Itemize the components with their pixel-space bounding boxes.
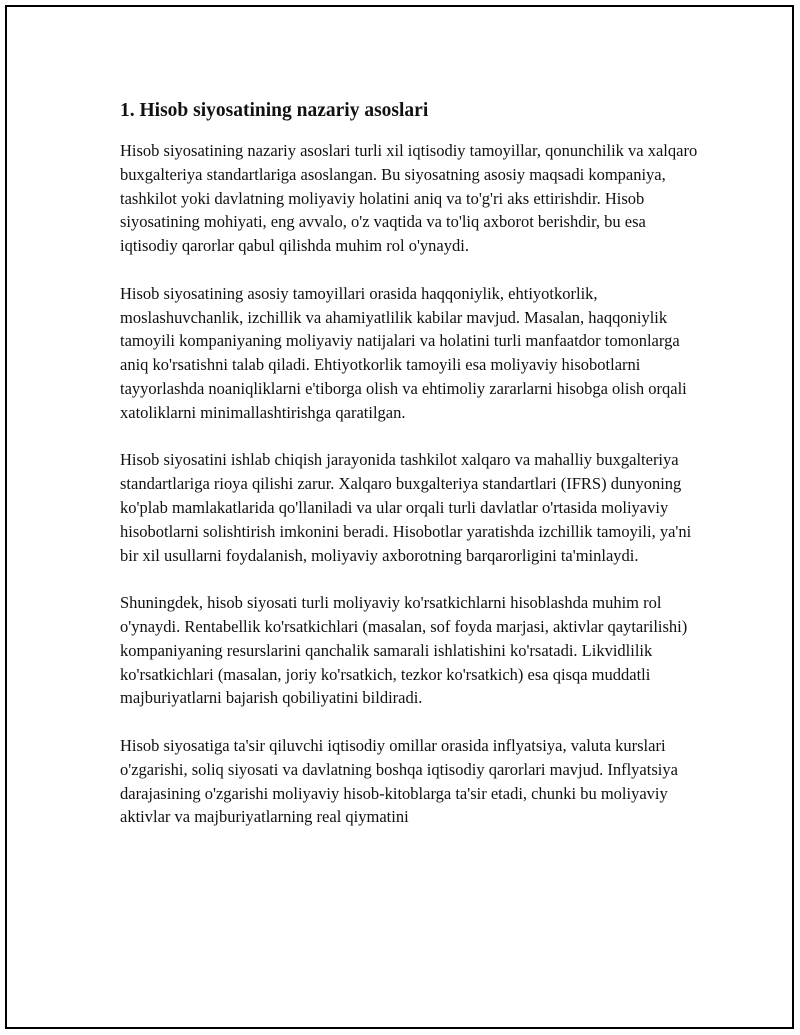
paragraph-5: Hisob siyosatiga ta'sir qiluvchi iqtisodiy omillar orasida inflyatsiya, valuta kurslari o'zgarishi, soliq siyosati va davlatning boshqa iqtisodiy qarorlari mavjud. Inflyatsiya darajasining o'zgarishi moliyaviy hisob-kitoblarga ta'sir etadi, chunki bu moliyaviy aktivlar va majburiyatlarning real qiymatini <box>120 735 678 827</box>
paragraph-4: Shuningdek, hisob siyosati turli moliyaviy ko'rsatkichlarni hisoblashda muhim rol o'ynaydi. Rentabellik ko'rsatkichlari (masalan, sof foyda marjasi, aktivlar qaytarilishi) kompaniyaning resurslarini qanchalik samarali ishlatishini ko'rsatadi. Likvidlilik ko'rsatkichlari (masalan, joriy ko'rsatkich, tezkor ko'rsatkich) esa qisqa muddatli majburiyatlarni bajarish qobiliyatini bildiradi. <box>120 593 688 708</box>
page-frame <box>5 5 794 1029</box>
document-body <box>120 99 700 853</box>
paragraph-2: Hisob siyosatining asosiy tamoyillari orasida haqqoniylik, ehtiyotkorlik, moslashuvchanlik, izchillik va ahamiyatlilik kabilar mavjud. Masalan, haqqoniylik tamoyili kompaniyaning moliyaviy natijalari va holatini turli manfaatdor tomonlarga aniq ko'rsatishni talab qiladi. Ehtiyotkorlik tamoyili esa moliyaviy hisobotlarni tayyorlashda noaniqliklarni e'tiborga olish va ehtimoliy zararlarni hisobga olish orqali xatoliklarni minimallashtirishga qaratilgan. <box>120 283 687 422</box>
section-heading: 1. Hisob siyosatining nazariy asoslari <box>120 100 429 121</box>
paragraph-1: Hisob siyosatining nazariy asoslari turli xil iqtisodiy tamoyillar, qonunchilik va xalqaro buxgalteriya standartlariga asoslangan. Bu siyosatning asosiy maqsadi kompaniya, tashkilot yoki davlatning moliyaviy holatini aniq va to'g'ri aks ettirishdir. Hisob siyosatining mohiyati, eng avvalo, o'z vaqtida va to'liq axborot berishdir, bu esa iqtisodiy qarorlar qabul qilishda muhim rol o'ynaydi. <box>120 141 698 256</box>
paragraph-3: Hisob siyosatini ishlab chiqish jarayonida tashkilot xalqaro va mahalliy buxgalteriya standartlariga rioya qilishi zarur. Xalqaro buxgalteriya standartlari (IFRS) dunyoning ko'plab mamlakatlarida qo'llaniladi va ular orqali turli davlatlar o'rtasida moliyaviy hisobotlarni solishtirish imkonini beradi. Hisobotlar yaratishda izchillik tamoyili, ya'ni bir xil usullarni foydalanish, moliyaviy axborotning barqarorligini ta'minlaydi. <box>120 450 692 565</box>
